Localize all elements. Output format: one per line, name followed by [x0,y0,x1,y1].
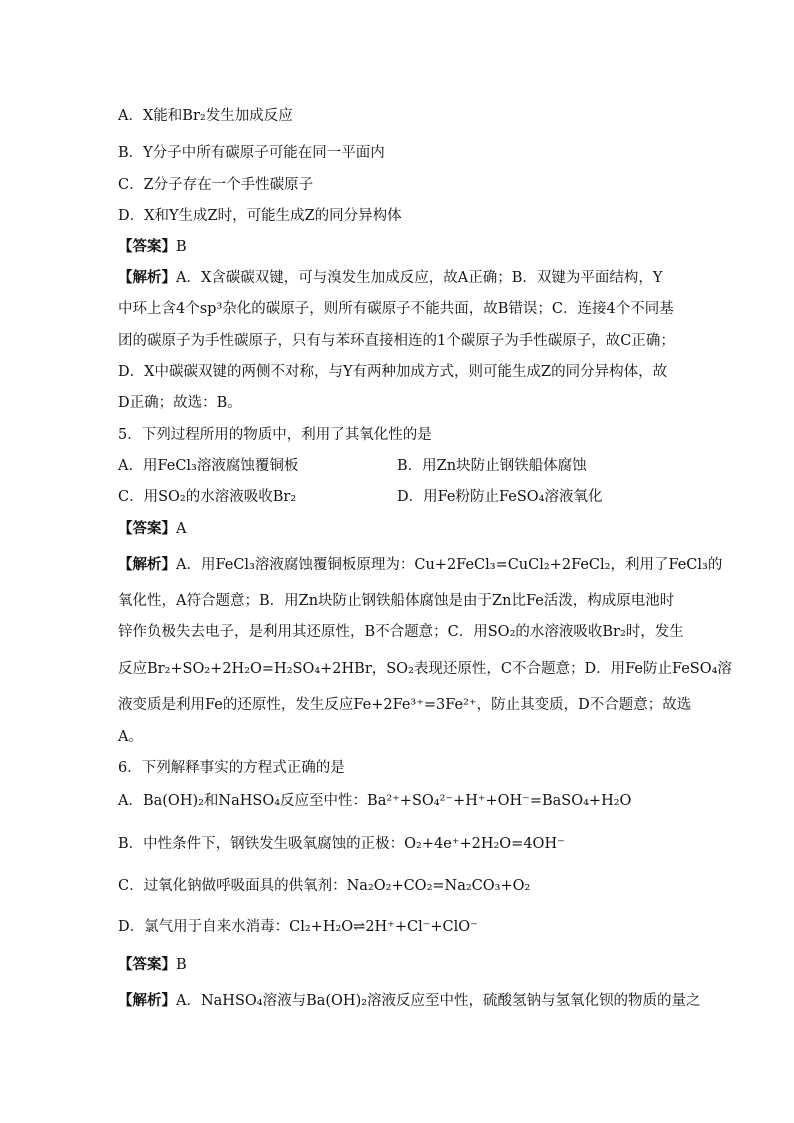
q5-analysis-line-6: A。 [118,729,143,745]
answer-tag: 【答案】 [118,956,176,973]
q4-answer: B [176,239,187,255]
q4-analysis-line-3: 团的碳原子为手性碳原子，只有与苯环直接相连的1个碳原子为手性碳原子，故C正确； [118,333,675,349]
q6-option-a: A．Ba(OH)₂和NaHSO₄反应至中性：Ba²⁺+SO₄²⁻+H⁺+OH⁻=BaSO₄+H₂O [118,793,632,809]
q5-option-c: C．用SO₂的水溶液吸收Br₂ [118,489,297,505]
q6-answer: B [176,957,187,973]
q5-analysis-line-1 [118,555,722,575]
q4-option-b: B．Y分子中所有碳原子可能在同一平面内 [118,145,385,161]
q5-analysis-line-2: 氧化性，A符合题意；B．用Zn块防止钢铁船体腐蚀是由于Zn比Fe活泼，构成原电池时 [118,593,675,609]
q4-option-d: D．X和Y生成Z时，可能生成Z的同分异构体 [118,208,402,224]
q5-option-b: B．用Zn块防止钢铁船体腐蚀 [397,458,587,474]
analysis-tag: 【解析】 [118,556,176,573]
q4-option-c: C．Z分子存在一个手性碳原子 [118,177,314,193]
q5-answer-line [118,519,186,539]
q6-option-d: D．氯气用于自来水消毒：Cl₂+H₂O⇌2H⁺+Cl⁻+ClO⁻ [118,919,478,935]
q6-answer-line [118,955,187,975]
analysis-tag: 【解析】 [118,269,176,286]
analysis-tag: 【解析】 [118,992,176,1009]
q5-stem: 5．下列过程所用的物质中，利用了其氧化性的是 [118,427,432,443]
q6-analysis-line-1 [118,991,701,1011]
q4-option-a: A．X能和Br₂发生加成反应 [118,108,293,124]
q6-option-b: B．中性条件下，钢铁发生吸氧腐蚀的正极：O₂+4e⁺+2H₂O=4OH⁻ [118,836,565,852]
q6-option-c: C．过氧化钠做呼吸面具的供氧剂：Na₂O₂+CO₂=Na₂CO₃+O₂ [118,878,531,894]
q4-analysis-line-5: D正确；故选：B。 [118,395,242,411]
q4-analysis-line-4: D．X中碳碳双键的两侧不对称，与Y有两种加成方式，则可能生成Z的同分异构体，故 [118,364,668,380]
q5-analysis-line-5: 液变质是利用Fe的还原性，发生反应Fe+2Fe³⁺=3Fe²⁺，防止其变质，D不合题意；故选 [118,697,692,713]
answer-tag: 【答案】 [118,520,176,537]
q5-analysis-line-4: 反应Br₂+SO₂+2H₂O=H₂SO₄+2HBr，SO₂表现还原性，C不合题意；D．用Fe防止FeSO₄溶 [118,661,732,677]
q5-analysis-text-1: A．用FeCl₃溶液腐蚀覆铜板原理为：Cu+2FeCl₃=CuCl₂+2FeCl₂，利用了FeCl₃的 [176,557,723,573]
q4-analysis-text-1: A．X含碳碳双键，可与溴发生加成反应，故A正确；B．双键为平面结构，Y [176,270,663,286]
q5-analysis-line-3: 锌作负极失去电子，是利用其还原性，B不合题意；C．用SO₂的水溶液吸收Br₂时，发生 [118,624,684,640]
q4-analysis-line-1 [118,268,663,288]
q5-option-a: A．用FeCl₃溶液腐蚀覆铜板 [118,458,299,474]
q5-answer: A [176,521,187,537]
q4-analysis-line-2: 中环上含4个sp³杂化的碳原子，则所有碳原子不能共面，故B错误；C．连接4个不同基 [118,301,674,317]
q6-analysis-text-1: A．NaHSO₄溶液与Ba(OH)₂溶液反应至中性，硫酸氢钠与氢氧化钡的物质的量之 [176,993,701,1009]
q5-option-d: D．用Fe粉防止FeSO₄溶液氧化 [397,489,603,505]
answer-tag: 【答案】 [118,238,176,255]
q6-stem: 6．下列解释事实的方程式正确的是 [118,760,345,776]
q4-answer-line [118,237,187,257]
